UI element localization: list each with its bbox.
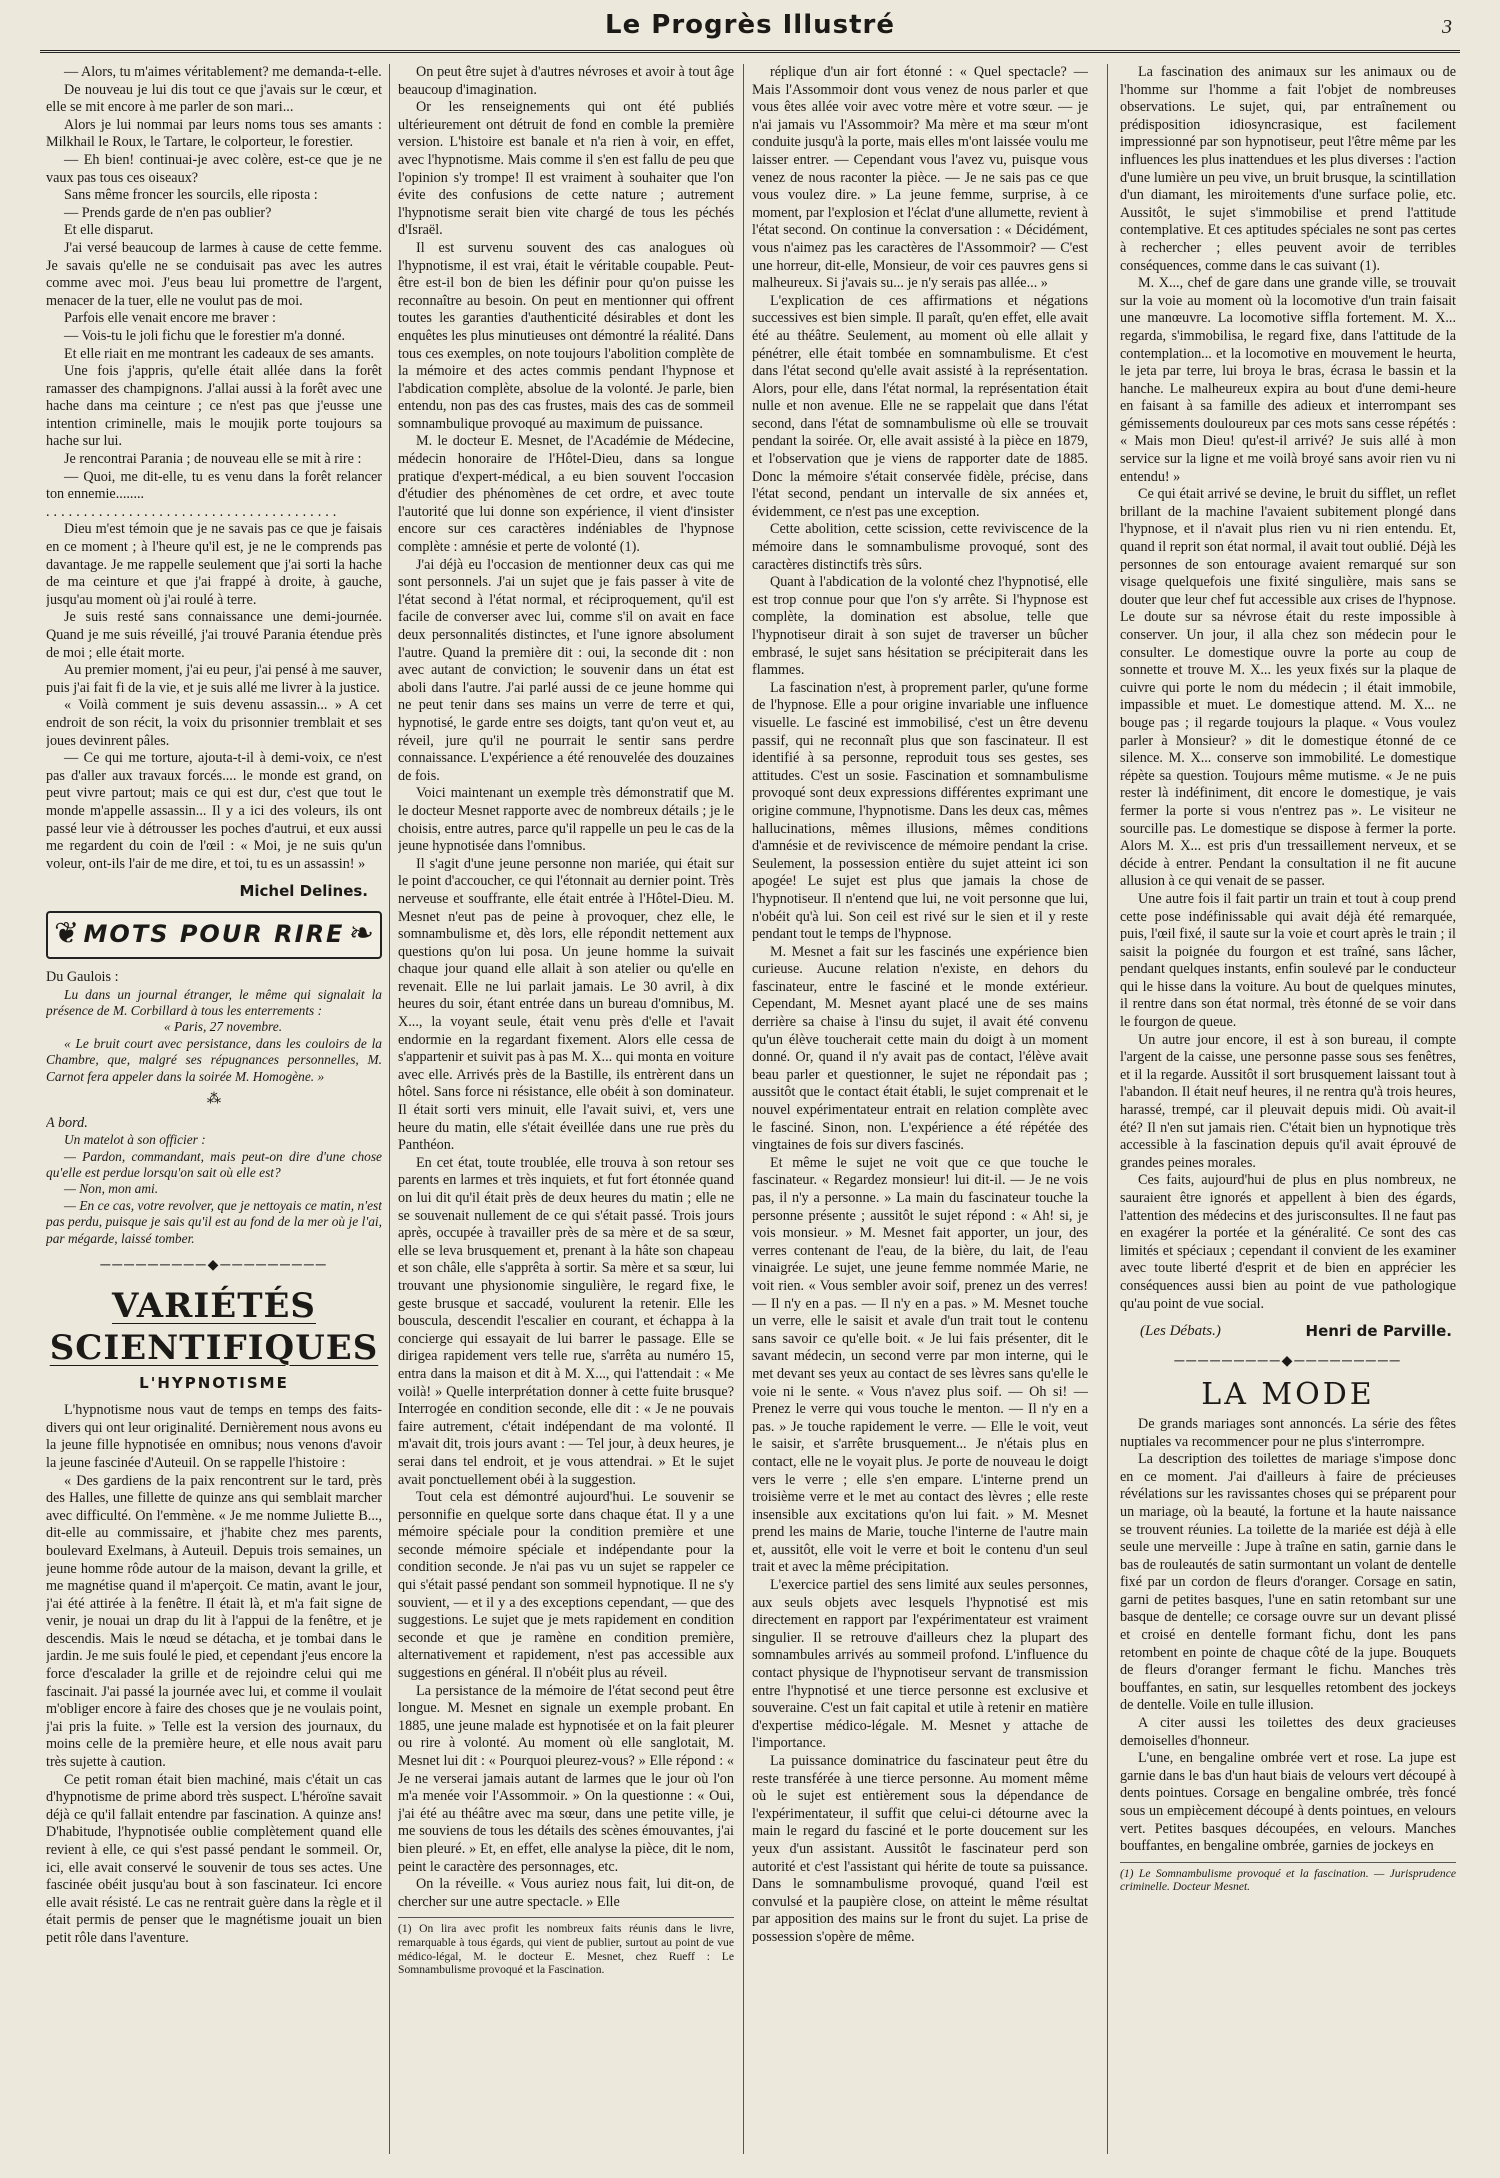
article-source (1140, 1323, 1452, 1341)
paragraph: Et elle riait en me montrant les cadeaux de ses amants. (64, 345, 375, 362)
paragraph: Alors je lui nommai par leurs noms tous ses amants : Milkhail le Roux, le Tartare, le colporteur, le forestier. (46, 116, 382, 151)
paragraph: A citer aussi les toilettes des deux gracieuses demoiselles d'honneur. (1120, 1715, 1456, 1749)
joke-text: « Le bruit court avec persistance, dans les couloirs de la Chambre, que, malgré ses répugnances personnelles, M. Carnot fera appeler dans la soirée M. Homogène. » (46, 1035, 382, 1084)
joke-text: Un matelot à son officier : (64, 1132, 206, 1148)
divider-ornament: ─────────◆───────── (1174, 1353, 1402, 1369)
section-title: MOTS POUR RIRE (83, 920, 345, 949)
article-hypnotisme-end (1120, 64, 1456, 1313)
paragraph: M. le docteur E. Mesnet, de l'Académie de Médecine, médecin honoraire de l'Hôtel-Dieu, dans sa longue pratique d'expert-médical, a eu bien souvent l'occasion d'étudier des phénomènes de cet ordre, et avec toute l'autorité que lui donne son expérience, il vient d'insister encore sur ces caractères indéniables de l'hypnose complète : amnésie et perte de volonté (1). (398, 433, 734, 556)
joke-text: — En ce cas, votre revolver, que je nettoyais ce matin, n'est pas perdu, puisque je sais qu'il est au fond de la mer où je l'ai, par mégarde, laissé tomber. (46, 1197, 382, 1246)
paragraph: Quant à l'abdication de la volonté chez l'hypnotisé, elle est trop connue pour que l'on s'y arrête. Si l'hypnose est complète, la domination est absolue, telle que l'hypnotiseur dirait à son sujet de traverser un bûcher embrasé, le sujet sans hésitation se précipiterait dans les flammes. (752, 574, 1088, 679)
author-name: Henri de Parville. (1305, 1322, 1452, 1341)
paragraph: De nouveau je lui dis tout ce que j'avais sur le cœur, et elle se mit encore à me parler de son mari... (46, 81, 382, 116)
paragraph: La fascination n'est, à proprement parler, qu'une forme de l'hypnose. Elle a pour origine invariable une influence visuelle. Le fasciné est immobilisé, c'est un être devenu passif, qui ne reconnaît plus que son fascinateur. Il est identifié à sa personne, reproduit tous ses gestes, ses attitudes. C'est un sosie. Fascination et somnambulisme provoqué sont deux expressions différentes exprimant une origine commune, l'hypnotisme. Dans les deux cas, mêmes hallucinations, mêmes illusions, mêmes conditions d'amnésie et de reviviscence de mémoire pendant la crise. Seulement, la possession entière du sujet atteint ici son apogée! Le sujet est plus que jamais la chose de l'hypnotiseur. Il n'entend que lui, ne voit personne que lui, n'obéit qu'à lui. Son ceil est rivé sur le sien et il y reste pendant tout le temps de l'hypnose. (752, 679, 1088, 943)
paragraph: La persistance de la mémoire de l'état second peut être longue. M. Mesnet en signale un exemple probant. En 1885, une jeune malade est hypnotisée et on la fait pleurer ou rire à volonté. Au moment où elle sanglotait, M. Mesnet lui dit : « Pourquoi pleurez-vous? » Elle répond : « Je ne verserai jamais autant de larmes que le jour où l'on m'a menée voir l'Assommoir. » On la questionne : « Oui, j'ai été au théâtre avec ma sœur, dans une petite ville, je me souviens de tous les détails des scènes émouvantes, j'ai bien pleuré. » Et, en effet, elle analyse la pièce, dit le nom, peint le caractère des personnages, etc. (398, 1682, 734, 1875)
article-hypnotisme-continued (752, 64, 1088, 1947)
paragraph: On peut être sujet à d'autres névroses et avoir à tout âge beaucoup d'imagination. (398, 64, 734, 98)
section-title-la-mode: LA MODE (1201, 1377, 1375, 1413)
paragraph: — Ce qui me torture, ajouta-t-il à demi-voix, ce n'est pas d'aller aux travaux forcés.... le monde est grand, on peut vivre partout; mais ce qui est dur, c'est que tout le monde m'appelle assassin... Il y a ici des voleurs, ils ont passé leur vie à détrousser les poches d'autrui, et eux aussi me regardent du coin de l'œil : « Moi, je ne suis qu'un voleur, ont-ils l'air de me dire, et toi, tu es un assassin! » (46, 750, 382, 872)
paragraph: Il s'agit d'une jeune personne non mariée, qui était sur le point d'accoucher, ce qui l'étonnait au dernier point. Très nerveuse et souffrante, elle était entrée à l'Hôtel-Dieu. M. Mesnet n'eut pas de peine à provoquer, chez elle, le somnambulisme et, dès lors, elle répondit nettement aux questions qu'on lui posa. Un jeune homme la suivait chaque jour quand elle allait à son atelier ou qu'elle en revenait. Elle ne lui parlait jamais. Le 30 avril, à dix heures du soir, étant entrée dans un bureau d'omnibus, M. X..., la voyant seule, était venu près d'elle et l'avait endormie en la regardant fixement. Alors elle cessa de s'appartenir et suivit pas à pas M. X... qui monta en voiture avec elle. Arrivés près de la Bastille, ils entrèrent dans un hôtel. Sans force ni résistance, elle obéit à son dominateur. Il était sorti vers minuit, elle l'avait suivi, et, vers une heure du matin, elle s'était éveillée dans une rue près du Panthéon. (398, 855, 734, 1154)
paragraph: Voici maintenant un exemple très démonstratif que M. le docteur Mesnet rapporte avec de nombreux détails ; je le choisis, entre autres, parce qu'il rappelle un peu le cas de la jeune hypnotisée dans l'omnibus. (398, 785, 734, 855)
paragraph: — Quoi, me dit-elle, tu es venu dans la forêt relancer ton ennemie........ (46, 468, 382, 503)
story-conclusion (46, 64, 382, 504)
asterism-icon: ⁂ (206, 1090, 222, 1107)
paragraph: — Vois-tu le joli fichu que le forestier m'a donné. (64, 327, 345, 344)
column-rule (389, 64, 390, 2154)
paragraph: L'explication de ces affirmations et négations successives est bien simple. Il paraît, qu'en effet, elle avait été au théâtre. Seulement, au moment où elle allait y pénétrer, elle était tombée en somnambulisme. Et c'est dans l'état second qu'elle avait assisté à la représentation. Alors, pour elle, dans l'état normal, la représentation était nulle et non avenue. Elle ne se rappelait que dans l'état second, dans l'état de somnambulisme où elle se trouvait pendant la soirée. Or, elle avait assisté à la pièce en 1879, et l'observation que je viens de rapporter date de 1885. Donc la mémoire s'était conservée fidèle, précise, dans l'état second, pendant un intervalle de six années et, évidemment, ce n'est pas une exception. (752, 292, 1088, 520)
newspaper-title: Le Progrès Illustré (605, 10, 895, 40)
paragraph: L'une, en bengaline ombrée vert et rose. La jupe est garnie dans le bas d'un haut biais de velours vert découpé à dents pointues. Corsage en bengaline ombrée, très foncé sous un empiècement découpé à dents pointues, en velours vert. Petites basques découpées, en velours. Manches bouffantes, en bengaline ombrée, garnies de jockeys en (1120, 1750, 1456, 1855)
story-ending (46, 521, 382, 873)
column-rule (743, 64, 744, 2154)
source-journal: (Les Débats.) (1140, 1323, 1221, 1340)
ornament-icon: ❧ (348, 916, 374, 950)
paragraph: J'ai versé beaucoup de larmes à cause de cette femme. Je savais qu'elle ne se conduisait pas avec les autres comme avec moi. J'eus beau lui promettre de l'argent, menacer de la tuer, elle ne voulut pas de moi. (46, 239, 382, 309)
paragraph: Cette abolition, cette scission, cette reviviscence de la mémoire dans le somnambulisme provoqué, sont des caractères distinctifs très sûrs. (752, 521, 1088, 573)
paragraph: Tout cela est démontré aujourd'hui. Le souvenir se personnifie en quelque sorte dans chaque état. Il y a une mémoire spéciale pour la condition première et une seconde mémoire spéciale et indépendante pour la condition seconde. Je n'ai pas vu un sujet se rappeler ce qui s'était passé pendant son sommeil hypnotique. Il ne s'y souvient, — et il y a des exceptions cependant, — que des suggestions. Le sujet que je mets rapidement en condition seconde et que je ramène en condition première, alternativement et rapidement, n'est pas accessible aux suggestions en général. Il n'obéit plus au réveil. (398, 1489, 734, 1682)
ellipsis-separator: ....................................... (46, 503, 341, 520)
paragraph: Sans même froncer les sourcils, elle riposta : (64, 187, 318, 204)
column-3 (752, 64, 1088, 2154)
paragraph: L'exercice partiel des sens limité aux seules personnes, aux seuls objets avec lesquels l'hypnotisé est mis directement en rapport par l'expérimentateur est vraiment singulier. Il se retrouve d'ailleurs chez la plupart des somnambules arrivés au sommeil profond. L'influence du contact physique de l'hypnotiseur servant de transmission entre l'hypnotisé et une tierce personne est exclusive et souveraine. C'est un fait capital et utile à retenir en matière d'expertise médico-légale. M. Mesnet y attache de l'importance. (752, 1577, 1088, 1752)
joke-text: « Paris, 27 novembre. (163, 1019, 283, 1035)
paragraph: Un autre jour encore, il est à son bureau, il compte l'argent de la caisse, une personne passe sous ses fenêtres, et il la regarde. Aussitôt il sort brusquement laissant tout à l'abandon. Il était neuf heures, il ne rentra qu'à trois heures, harassé, trempé, car il pleuvait depuis midi. Où avait-il été? Il n'en sut jamais rien. C'était bien un hypnotique très accessible à la fascination depuis qu'il avait éprouvé de grandes peines morales. (1120, 1031, 1456, 1171)
paragraph: Je rencontrai Parania ; de nouveau elle se mit à rire : (64, 451, 362, 468)
paragraph: M. Mesnet a fait sur les fascinés une expérience bien curieuse. Aucune relation n'existe, en dehors du fascinateur, entre le fasciné et le monde extérieur. Cependant, M. Mesnet ayant placé une de ses mains derrière sa chaise à l'insu du sujet, il avait été convenu qu'un élève toucherait cette main du doigt à un moment donné. Or, quand il n'y avait pas de contact, l'élève avait beau parler et questionner, le sujet ne répondait pas ; aussitôt que le contact était établi, le sujet comprenait et le nouvel expérimentateur entrait en relation complète avec le fasciné. Sinon, non. L'expérience a été répétée des vingtaines de fois sur divers fascinés. (752, 943, 1088, 1154)
divider-ornament: ─────────◆───────── (100, 1257, 328, 1273)
paragraph: La puissance dominatrice du fascinateur peut être du reste transférée à une tierce personne. Au moment même où le sujet est entièrement sous la dépendance de l'expérimentateur, il suffit que celui-ci détourne avec la main le regard du fasciné et le porte doucement sur les yeux d'un assistant. Aussitôt le fascinateur perd son autorité et c'est l'assistant qui hérite de toute sa puissance. Dans le somnambulisme provoqué, quand l'œil est convulsé et la paupière close, on atteint le même résultat par apposition des mains sur le front du sujet. La prise de possession s'opère de même. (752, 1753, 1088, 1945)
article-hypnotisme-continued (398, 64, 734, 1911)
paragraph: — Prends garde de n'en pas oublier? (64, 204, 272, 221)
joke-text: — Pardon, commandant, mais peut-on dire d'une chose qu'elle est perdue lorsqu'on sait où elle est? (46, 1148, 382, 1180)
paragraph: Au premier moment, j'ai eu peur, j'ai pensé à me sauver, puis j'ai fait fi de la vie, et je suis allé me livrer à la justice. (46, 662, 382, 696)
section-title-varietes: VARIÉTÉS SCIENTIFIQUES (49, 1285, 379, 1368)
column-1 (46, 64, 382, 2154)
paragraph: On la réveille. « Vous auriez nous fait, lui dit-on, de chercher sur une autre spectacle. » Elle (398, 1876, 734, 1910)
paragraph: Il est survenu souvent des cas analogues où l'hypnotisme, il est vrai, était le véritable coupable. Peut-être est-il bon de bien les définir pour qu'on puisse les reconnaître au besoin. On peut en mentionner qui offrent toutes les garanties d'authenticité désirables et dont les enquêtes les plus minutieuses ont démontré la réalité. Dans tous ces exemples, on note toujours l'abolition complète de la mémoire et des actes commis pendant l'hypnose et l'abdication complète, absolue de la volonté. Je parle, bien entendu, non pas des cas frustes, mais des cas de sommeil somnambulique provoqué au maximum de puissance. (398, 239, 734, 432)
paragraph: Et elle disparut. (64, 222, 154, 239)
paragraph: Dieu m'est témoin que je ne savais pas ce que je faisais en ce moment ; à l'heure qu'il est, je ne le comprends pas davantage. Je me rappelle seulement que j'ai sorti la hache de ma ceinture et que j'ai frappé à droite, à gauche, jusqu'au moment où j'ai roulé à terre. (46, 521, 382, 608)
footnote: (1) On lira avec profit les nombreux faits réunis dans le livre, remarquable à tous égards, qui vient de publier, surtout au point de vue médico-légal, M. le docteur E. Mesnet, chez Rueff : Le Somnambulisme provoqué et la Fascination. (398, 1917, 734, 1976)
paragraph: Et même le sujet ne voit que ce que touche le fascinateur. « Regardez monsieur! lui dit-il. — Je ne vois pas, il n'y a personne. » La main du fascinateur touche la personne présente ; aussitôt le sujet répond : « Ah! si, je vois monsieur. » M. Mesnet fait apporter, un jour, des verres contenant de l'eau, de la bière, du lait, de l'eau vinaigrée. Le sujet, une jeune femme nommée Marie, ne voit rien. « Vous sembler avoir soif, prenez un des verres! — Il n'y en a pas. — Il n'y en a pas. » M. Mesnet touche un verre, elle le saisit et avale d'un trait tout le contenu sans savoir ce qu'elle boit. « Je lui fais présenter, dit le savant médecin, un second verre par mon interne, qui le met devant ses yeux au contact de ses lèvres sans qu'elle le voie ni le sente. « Vous n'avez plus soif. — Oh si! — Prenez le verre qui vous touche le menton. — Il n'y en a pas. » Je touche rapidement le verre. — Elle le voit, veut le saisir, et s'arrête brusquement... Je n'étais plus en contact, elle ne le voyait plus. Je porte de nouveau le doigt vers le verre ; elle s'en empare. L'interne prend un troisième verre et le met au contact des lèvres ; elle reste insensible aux excitations qu'on lui fait. » M. Mesnet prend les mains de Marie, touche l'interne de l'autre main et, aussitôt, elle voit le verre et boit le contenu d'un seul trait et avec la même précipitation. (752, 1154, 1088, 1576)
paragraph: De grands mariages sont annoncés. La série des fêtes nuptiales va recommencer pour ne plus s'interrompre. (1120, 1415, 1456, 1450)
column-2 (398, 64, 734, 2154)
section-banner-mots-pour-rire (46, 911, 382, 959)
paragraph: Ces faits, aujourd'hui de plus en plus nombreux, ne sauraient être ignorés et appellent à bien des égards, l'attention des médecins et des jurisconsultes. Il ne faut pas en exagérer la portée et la généralité. Ce sont des cas limités et spéciaux ; cependant il convient de les examiner avec toute liberté d'esprit et de bien en apprécier les conséquences aussi bien au point de vue pathologique qu'au point de vue social. (1120, 1172, 1456, 1312)
paragraph: « Voilà comment je suis devenu assassin... » A cet endroit de son récit, la voix du prisonnier tremblait et ses joues devinrent pâles. (46, 697, 382, 749)
paragraph: réplique d'un air fort étonné : « Quel spectacle? — Mais l'Assommoir dont vous venez de nous parler et que vous êtes allée voir avec votre mère et votre sœur. — je n'ai jamais vu l'Assommoir? Ma mère et ma sœur m'ont conduite jusqu'à la porte, mais elles m'ont laissée voulu me laisser entrer. — Cependant vous l'avez vu, puisque vous venez de nous raconter la pièce. — Je ne sais pas ce que vous voulez dire. » La jeune femme, surprise, à ce moment, par l'explosion et l'éclat d'une allumette, revient à l'état second. On continue la conversation : « Décidément, vous n'aimez pas les caractères de l'Assommoir? — C'est une horreur, dit-elle, Monsieur, de voir ces pauvres gens si malheureux. Si j'avais su... je n'y serais pas allée... » (752, 64, 1088, 292)
signature: Michel Delines. (239, 882, 368, 901)
paragraph: — Alors, tu m'aimes véritablement? me demanda-t-elle. (64, 64, 382, 80)
article-la-mode (1120, 1416, 1456, 1856)
joke-text: — Non, mon ami. (64, 1181, 159, 1197)
ornament-icon: ❦ (54, 916, 80, 950)
article-title: L'HYPNOTISME (139, 1373, 289, 1392)
joke-text: Lu dans un journal étranger, le même qui signalait la présence de M. Corbillard à tous les enterrements : (46, 986, 382, 1018)
paragraph: « Des gardiens de la paix rencontrent sur le tard, près des Halles, une fillette de quinze ans qui semblait marcher avec difficulté. On l'emmène. « Je me nomme Juliette B..., dit-elle au commissaire, et j'habite chez mes parents, boulevard Exelmans, à Auteuil. Depuis trois semaines, un jeune homme rôde autour de la maison, devant la grille, et me magnétise quand il m'aperçoit. Ce matin, avant le jour, j'ai été attirée à la fenêtre. Il était là, et m'a fait signe de venir, je nouai un drap du lit à l'appui de la fenêtre, et je descendis. Mais le nœud se détacha, et je tombai dans le jardin. Je me suis foulé le pied, et cependant j'eus encore la force d'escalader la grille et de rejoindre celui qui me fascinait. J'ai passé la journée avec lui, et comme il voulait m'obliger encore à faire des choses que je ne voulais point, j'ai pris la fuite. » Telle est la version des journaux, du moins celle de la première heure, et elle nous avait paru très sujette à caution. (46, 1472, 382, 1771)
paragraph: En cet état, toute troublée, elle trouva à son retour ses parents en larmes et très inquiets, et fut fort étonnée quand on lui dit qu'il était près de deux heures du matin ; elle ne se souvenait nullement de ce qui s'était passé. Trois jours après, occupée à travailler près de sa mère et de sa sœur, elle se leva brusquement et, prenant à la hâte son chapeau et son châle, elle s'apprêta à sortir. Sa mère et sa sœur, lui trouvant une physionomie singulière, le regard fixe, le geste brusque et saccadé, voulurent la retenir. Elle les bouscula, descendit l'escalier en courant, et échappa à la concierge qui essayait de lui barrer le passage. Elle se dirigea rapidement vers telle rue, s'arrêta au numéro 15, entra dans la maison et dit à M. X..., qui l'attendait : « Me voilà! » Quelle interprétation donner à cette fuite brusque? Interrogée en condition seconde, elle dit : « Je ne pouvais faire autrement, c'était indépendant de ma volonté. Il m'avait dit, trois jours avant : — Tel jour, à deux heures, je serai dans tel endroit, et je vous attendrai. » Et le sujet avait ponctuellement obéi à la suggestion. (398, 1154, 734, 1488)
paragraph: J'ai déjà eu l'occasion de mentionner deux cas qui me sont personnels. J'ai un sujet que je fais passer à vite de l'état second à l'état normal, et réciproquement, qu'il est facile de converser avec lui, comme s'il on avait en face deux personnalités distinctes, et l'une ignore absolument l'autre. Quand la première dit : oui, la seconde dit : non avec autant de conviction; le souvenir dans un état est aboli dans l'autre. J'ai parlé aussi de ce jeune homme qui ne peut tenir dans ses mains un verre de terre et qui, hypnotisé, le garde entre ses doigts, tant qu'on veut et, au réveil, jure qu'il ne pourrait le sentir sans perdre connaissance. L'expérience a été renouvelée des douzaines de fois. (398, 556, 734, 784)
joke-source: Du Gaulois : (46, 968, 119, 985)
masthead (40, 6, 1460, 53)
paragraph: Ce petit roman était bien machiné, mais c'était un cas d'hypnotisme de prime abord très suspect. L'héroïne savait déjà ce qu'il fallait entendre par fascination. A quinze ans! D'habitude, l'hypnotisée oublie complètement quand elle revient à elle, ce qui s'est passé pendant le sommeil. Or, ici, elle avait conservé le souvenir de tous ses actes. Une fascinée obéit jusqu'au bout à son fascinateur. Ici encore elle avait résisté. Le cas ne rentrait guère dans la règle et il était permis de penser que le magnétisme jouait un bien petit rôle dans l'aventure. (46, 1771, 382, 1946)
page-number: 3 (1442, 16, 1452, 38)
footnote: (1) Le Somnambulisme provoqué et la fascination. — Jurisprudence criminelle. Docteur Mesnet. (1120, 1862, 1456, 1894)
paragraph: La description des toilettes de mariage s'impose donc en ce moment. J'ai d'ailleurs à faire de précieuses révélations sur les ravissantes choses qui se préparent pour un mariage, où la beauté, la fortune et la haute naissance se trouvent réunies. La toilette de la mariée est déjà à elle seule une merveille : Jupe à traîne en satin, garnie dans le bas de rouleautés de satin surmontant un volant de dentelle fixé par un cordon de fleurs d'oranger. Corsage en satin, garni de petites basques, l'une en satin retombant sur une basque de dentelle; ce corsage ouvre sur un devant plissé et croisé en dentelle formant fichu, dont les pans retombent en pointe de chaque côté de la jupe. Bouquets de fleurs d'oranger fermant le fichu. Manches très bouffantes, en satin, sur lesquelles retombent des jockeys de dentelle. Voile en tulle illusion. (1120, 1451, 1456, 1714)
paragraph: — Eh bien! continuai-je avec colère, est-ce que je ne vaux pas tous ces oiseaux? (46, 151, 382, 186)
paragraph: L'hypnotisme nous vaut de temps en temps des faits-divers qui ont leur originalité. Dernièrement nous avons eu la jeune fille hypnotisée en omnibus; nous venons d'avoir la jeune fascinée d'Auteuil. On se rappelle l'histoire : (46, 1402, 382, 1471)
paragraph: Parfois elle venait encore me braver : (64, 310, 276, 327)
paragraph: Je suis resté sans connaissance une demi-journée. Quand je me suis réveillé, j'ai trouvé Parania étendue près de moi ; elle était morte. (46, 609, 382, 661)
paragraph: La fascination des animaux sur les animaux ou de l'homme sur l'homme a fait l'objet de nombreuses observations. Le sujet, qui, par entraînement ou prédisposition idiosyncrasique, est facilement impressionné par son hypnotiseur, peut l'être même par les influences les plus inattendues et les plus diverses : l'action d'une lumière un peu vive, un bruit brusque, la scintillation d'un diamant, les miroitements d'une surface polie, etc. Aussitôt, le sujet s'immobilise et prend l'attitude contemplative. Et ces aptitudes spéciales ne sont pas certes à rechercher ; elles peuvent avoir de terribles conséquences, comme dans le cas suivant (1). (1120, 64, 1456, 274)
joke-heading: A bord. (46, 1114, 88, 1131)
paragraph: Une autre fois il fait partir un train et tout à coup prend cette pose indéfinissable qui avait déjà été remarquée, puis, l'œil fixé, il saute sur la voie et court après le train ; il saisit la poignée du fourgon et est traîné, sans lâcher, pendant quelques instants, enfin soulevé par le conducteur qui le hisse dans la voiture. Au bout de quelques minutes, il rentre dans son état normal, très étonné de se voir dans le fourgon de queue. (1120, 890, 1456, 1031)
paragraph: Une fois j'appris, qu'elle était allée dans la forêt ramasser des champignons. J'allai aussi à la forêt avec une hache dans ma ceinture ; ce n'est pas que j'eusse une intention criminelle, mais le moujik porte toujours sa hache sur lui. (46, 363, 382, 450)
column-rule (1107, 64, 1108, 2154)
article-hypnotisme-start (46, 1402, 382, 1947)
paragraph: Or les renseignements qui ont été publiés ultérieurement ont détruit de fond en comble la première version. L'histoire est banale et n'a rien à voir, en effet, avec l'hypnotisme. Mais comme il s'en est fallu de peu que l'opinion s'y trompe! Il est vraiment à souhaiter que l'on évite des confusions de cette nature ; autrement l'hypnotisme serait bien vite chargé de tous les péchés d'Israël. (398, 99, 734, 239)
paragraph: M. X..., chef de gare dans une grande ville, se trouvait sur la voie au moment où la locomotive d'un train faisait une manœuvre. La locomotive siffla fortement. M. X... regarda, s'immobilisa, le regard fixe, dans l'attitude de la contemplation... et la locomotive en mouvement le heurta, le jeta par terre, lui broya le bras, écrasa le bassin et la hanche. Le malheureux expira au bout d'une demi-heure en faisant à sa famille des adieux et interrompant ses gémissements douloureux par ces mots sans cesse répétés : « Mais mon Dieu! qu'est-il arrivé? Je suis allé à mon service sur la ligne et me voilà broyé sans avoir rien vu ni entendu! » (1120, 275, 1456, 485)
column-4 (1120, 64, 1456, 2154)
paragraph: Ce qui était arrivé se devine, le bruit du sifflet, un reflet brillant de la machine l'avaient subitement plongé dans l'hypnose, et il n'avait plus rien vu ni rien entendu. Et, quand il reprit son état normal, il avait tout oublié. Déjà les personnes de son entourage avaient remarqué sur son visage quelquefois une fixité singulière, mais sans se douter que leur chef fut accessible aux crises de l'hypnose. Le doute sur sa névrose était du reste impossible à conserver. Un jour, il alla chez son médecin pour le consulter. Le domestique ouvre la porte au coup de sonnette et trouve M. X... les yeux fixés sur la plaque de cuivre qui porte le nom du médecin ; il était immobile, impassible et muet. Le domestique attend. M. X... ne bouge pas ; il regarde toujours la plaque. « Vous voulez parler à Monsieur? » dit le domestique étonné de ce silence. M. X... conserve son immobilité. Le domestique répète sa question. Toujours même mutisme. « Je ne puis rester là indéfiniment, dit encore le domestique, je vais fermer la porte si vous n'entrez pas ». Le visiteur ne sourcille pas. Le domestique se dispose à fermer la porte. Alors M. X... est pris d'un tressaillement nerveux, et se décide à entrer. Pendant la consultation il ne fit aucune allusion à ce qui venait de se passer. (1120, 486, 1456, 890)
